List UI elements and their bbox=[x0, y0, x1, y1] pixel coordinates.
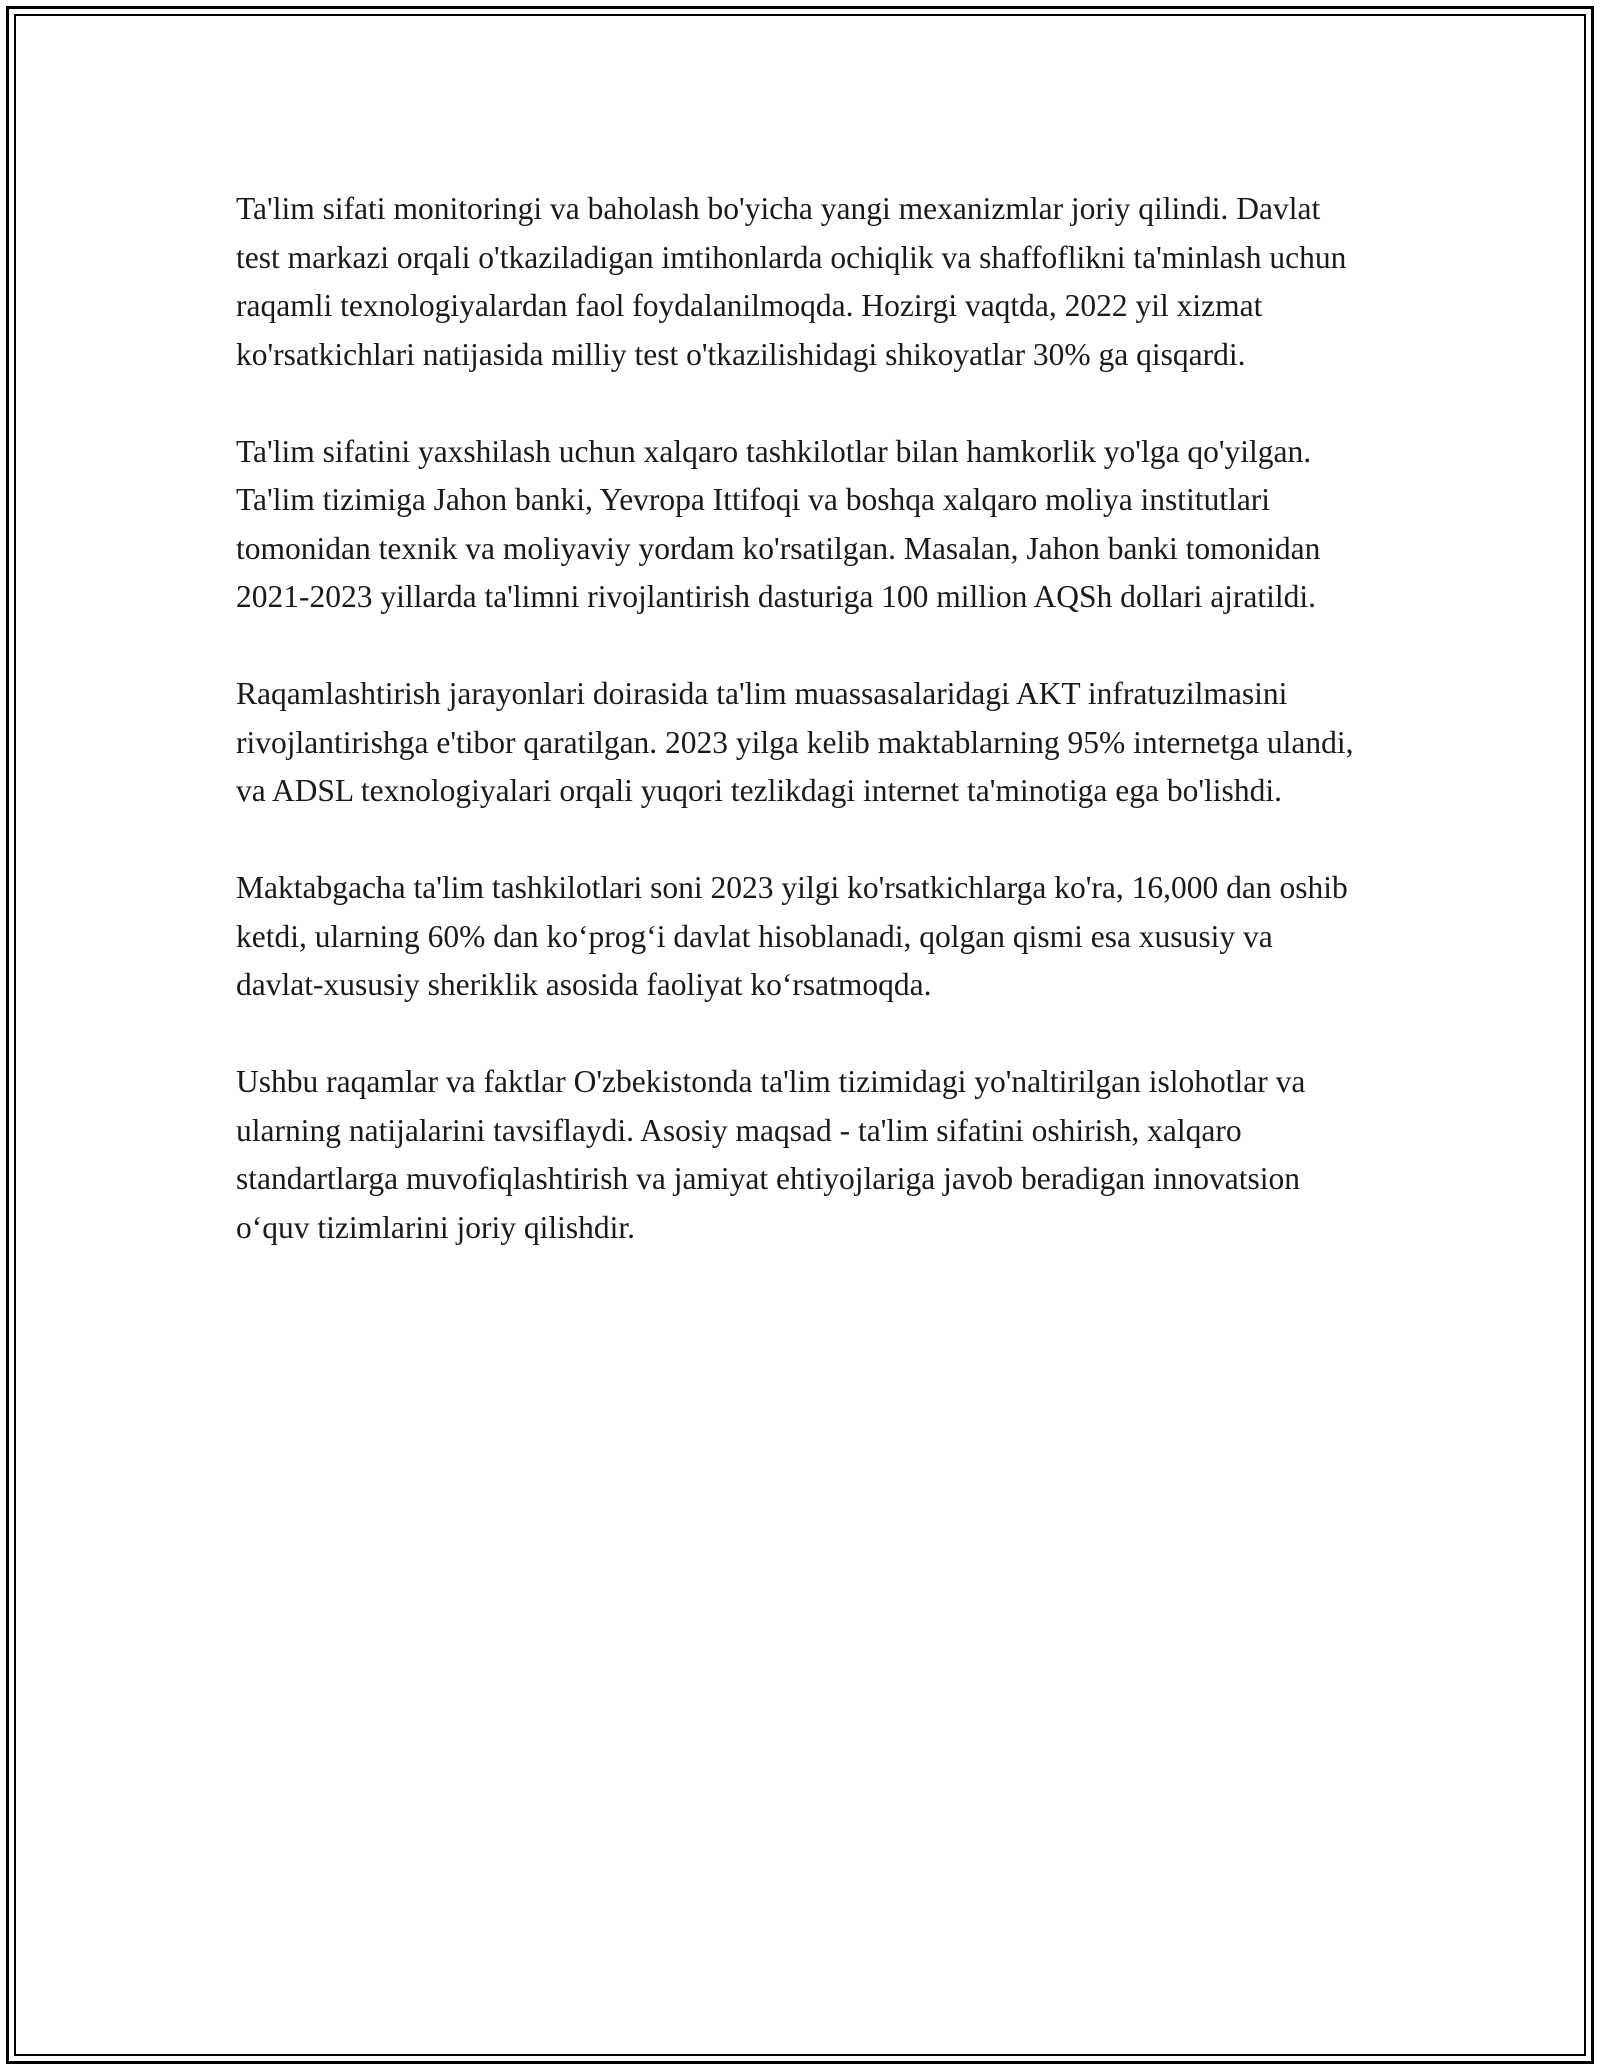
paragraph-conclusion: Ushbu raqamlar va faktlar O'zbekistonda ta'lim tizimidagi yo'naltirilgan islohotlar va ularning natijalarini tavsiflaydi. Asosiy maqsad - ta'lim sifatini oshirish, xalqaro standartlarga muvofiqlashtirish va jamiyat ehtiyojlariga javob beradigan innovatsion o‘quv tizimlarini joriy qilishdir. bbox=[236, 1064, 1306, 1245]
paragraph-quality-monitoring: Ta'lim sifati monitoringi va baholash bo'yicha yangi mexanizmlar joriy qilindi. Davlat test markazi orqali o'tkaziladigan imtihonlarda ochiqlik va shaffoflikni ta'minlash uchun raqamli texnologiyalardan faol foydalanilmoqda. Hozirgi vaqtda, 2022 yil xizmat ko'rsatkichlari natijasida milliy test o'tkazilishidagi shikoyatlar 30% ga qisqardi. bbox=[236, 191, 1347, 372]
paragraph-international-cooperation: Ta'lim sifatini yaxshilash uchun xalqaro tashkilotlar bilan hamkorlik yo'lga qo'yilgan. Ta'lim tizimiga Jahon banki, Yevropa Ittifoqi va boshqa xalqaro moliya institutlari tomonidan texnik va moliyaviy yordam ko'rsatilgan. Masalan, Jahon banki tomonidan 2021-2023 yillarda ta'limni rivojlantirish dasturiga 100 million AQSh dollari ajratildi. bbox=[236, 433, 1321, 614]
document-body bbox=[236, 185, 1356, 1301]
paragraph-digitalization: Raqamlashtirish jarayonlari doirasida ta'lim muassasalaridagi AKT infratuzilmasini rivojlantirishga e'tibor qaratilgan. 2023 yilga kelib maktablarning 95% internetga ulandi, va ADSL texnologiyalari orqali yuqori tezlikdagi internet ta'minotiga ega bo'lishdi. bbox=[236, 676, 1354, 808]
paragraph-preschool-education: Maktabgacha ta'lim tashkilotlari soni 2023 yilgi ko'rsatkichlarga ko'ra, 16,000 dan oshib ketdi, ularning 60% dan ko‘prog‘i davlat hisoblanadi, qolgan qismi esa xususiy va davlat-xususiy sheriklik asosida faoliyat ko‘rsatmoqda. bbox=[236, 870, 1348, 1002]
